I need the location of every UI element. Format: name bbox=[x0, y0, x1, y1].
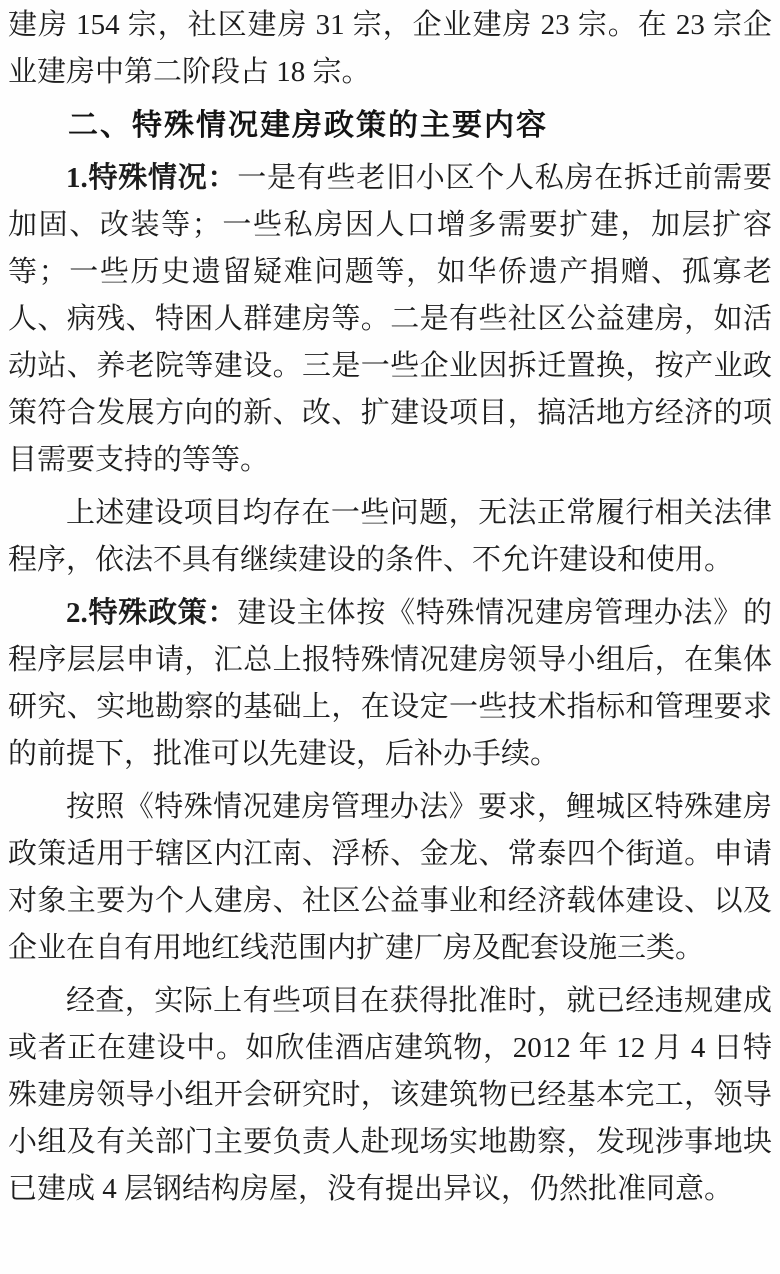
paragraph-special-policy-lead: 2.特殊政策： bbox=[66, 597, 238, 629]
paragraph-investigation: 经查，实际上有些项目在获得批准时，就已经违规建成或者正在建设中。如欣佳酒店建筑物，2012 年 12 月 4 日特殊建房领导小组开会研究时，该建筑物已经基本完工，领导小组及有关部门主要负责人赴现场实地勘察，发现涉事地块已建成 4 层钢结构房屋，没有提出异议，仍然批准同意。 bbox=[8, 985, 772, 1205]
paragraph-special-policy bbox=[8, 590, 772, 778]
section-heading: 二、特殊情况建房政策的主要内容 bbox=[68, 109, 548, 142]
paragraph-special-cases bbox=[8, 155, 772, 484]
paragraph-special-cases-lead: 1.特殊情况： bbox=[66, 162, 238, 194]
paragraph-problems: 上述建设项目均存在一些问题，无法正常履行相关法律程序，依法不具有继续建设的条件、不允许建设和使用。 bbox=[8, 497, 772, 576]
paragraph-scope: 按照《特殊情况建房管理办法》要求，鲤城区特殊建房政策适用于辖区内江南、浮桥、金龙、常泰四个街道。申请对象主要为个人建房、社区公益事业和经济载体建设、以及企业在自有用地红线范围内扩建厂房及配套设施三类。 bbox=[8, 791, 772, 964]
paragraph-special-cases-text: 一是有些老旧小区个人私房在拆迁前需要加固、改装等；一些私房因人口增多需要扩建，加层扩容等；一些历史遗留疑难问题等，如华侨遗产捐赠、孤寡老人、病残、特困人群建房等。二是有些社区公益建房，如活动站、养老院等建设。三是一些企业因拆迁置换，按产业政策符合发展方向的新、改、扩建设项目，搞活地方经济的项目需要支持的等等。 bbox=[8, 162, 772, 476]
paragraph-intro-continuation: 建房 154 宗，社区建房 31 宗，企业建房 23 宗。在 23 宗企业建房中第二阶段占 18 宗。 bbox=[8, 9, 772, 88]
paragraph-special-policy-text: 建设主体按《特殊情况建房管理办法》的程序层层申请，汇总上报特殊情况建房领导小组后，在集体研究、实地勘察的基础上，在设定一些技术指标和管理要求的前提下，批准可以先建设，后补办手续。 bbox=[8, 597, 772, 770]
